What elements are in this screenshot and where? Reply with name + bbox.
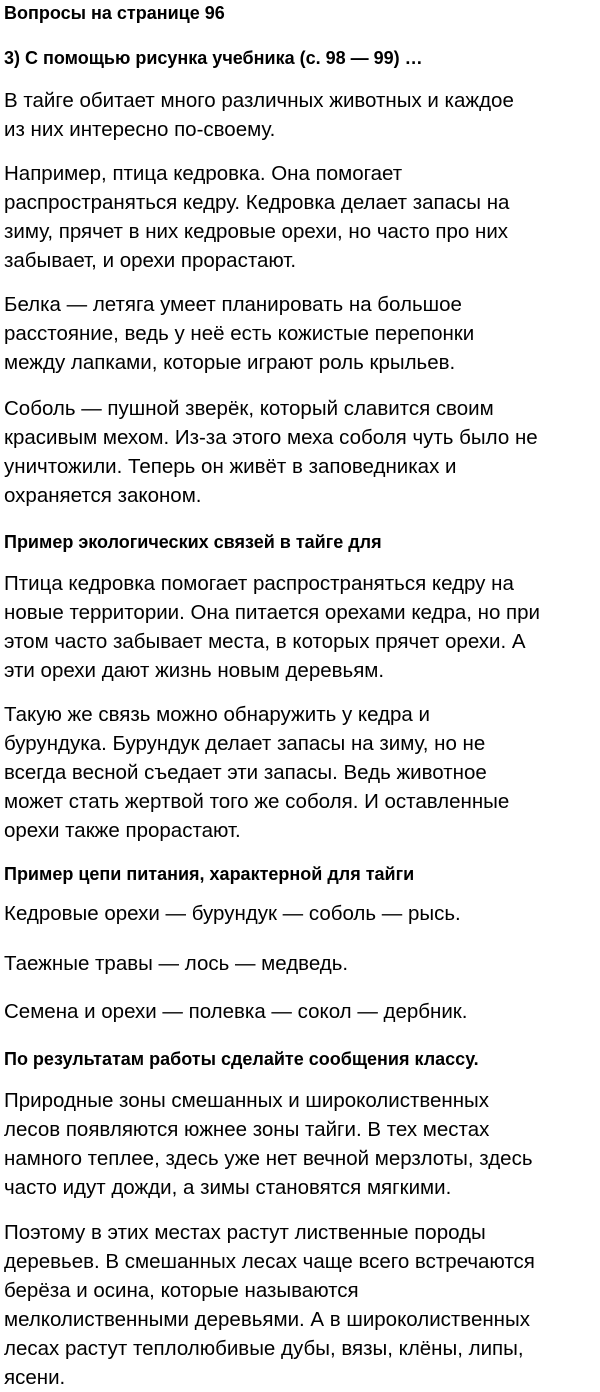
food-chain-2: Таежные травы — лось — медведь. (4, 952, 349, 975)
paragraph-line: этом часто забывает места, в которых прячет орехи. А (4, 630, 526, 653)
paragraph-line: красивым мехом. Из-за этого меха соболя чуть было не (4, 426, 538, 449)
paragraph-line: Белка — летяга умеет планировать на большое (4, 293, 462, 316)
paragraph-line: лесов появляются южнее зоны тайги. В тех местах (4, 1118, 490, 1141)
food-chain-1: Кедровые орехи — бурундук — соболь — рысь. (4, 902, 461, 925)
paragraph-line: орехи также прорастают. (4, 819, 241, 842)
paragraph-line: Природные зоны смешанных и широколиственных (4, 1089, 490, 1112)
paragraph-line: Например, птица кедровка. Она помогает (4, 162, 403, 185)
paragraph-line: может стать жертвой того же соболя. И оставленные (4, 790, 510, 813)
food-chain-heading: Пример цепи питания, характерной для тайги (4, 864, 415, 884)
paragraph-2 (4, 159, 509, 275)
paragraph-line: эти орехи дают жизнь новым деревьям. (4, 659, 385, 682)
paragraph-line: ясени. (4, 1366, 66, 1389)
paragraph-line: охраняется законом. (4, 484, 202, 507)
paragraph-line: часто идут дожди, а зимы становятся мягкими. (4, 1176, 452, 1199)
paragraph-5 (4, 569, 540, 685)
paragraph-line: Такую же связь можно обнаружить у кедра и (4, 703, 430, 726)
paragraph-line: из них интересно по-своему. (4, 118, 276, 141)
food-chain-3: Семена и орехи — полевка — сокол — дербник. (4, 1000, 468, 1023)
paragraph-line: уничтожили. Теперь он живёт в заповедниках и (4, 455, 457, 478)
paragraph-line: между лапками, которые играют роль крыльев. (4, 351, 456, 374)
paragraph-line: новые территории. Она питается орехами кедра, но при (4, 601, 541, 624)
paragraph-3 (4, 290, 474, 377)
paragraph-1 (4, 86, 514, 144)
task-3-heading: 3) С помощью рисунка учебника (с. 98 — 99) … (4, 48, 423, 68)
ecology-heading: Пример экологических связей в тайге для (4, 532, 382, 552)
paragraph-line: зиму, прячет в них кедровые орехи, но часто про них (4, 220, 509, 243)
page-heading: Вопросы на странице 96 (4, 3, 225, 23)
paragraph-line: распространяться кедру. Кедровка делает запасы на (4, 191, 510, 214)
paragraph-line: Поэтому в этих местах растут лиственные породы (4, 1221, 486, 1244)
paragraph-line: Птица кедровка помогает распространяться кедру на (4, 572, 514, 595)
results-heading: По результатам работы сделайте сообщения классу. (4, 1049, 479, 1069)
paragraph-4 (4, 394, 538, 510)
paragraph-line: мелколиственными деревьями. А в широколиственных (4, 1308, 530, 1331)
paragraph-line: забывает, и орехи прорастают. (4, 249, 297, 272)
paragraph-line: деревьев. В смешанных лесах чаще всего встречаются (4, 1250, 535, 1273)
paragraph-7 (4, 1086, 533, 1202)
paragraph-6 (4, 700, 509, 845)
paragraph-line: намного теплее, здесь уже нет вечной мерзлоты, здесь (4, 1147, 533, 1170)
paragraph-line: берёза и осина, которые называются (4, 1279, 359, 1302)
paragraph-line: бурундука. Бурундук делает запасы на зиму, но не (4, 732, 486, 755)
paragraph-line: лесах растут теплолюбивые дубы, вязы, клёны, липы, (4, 1337, 524, 1360)
paragraph-line: всегда весной съедает эти запасы. Ведь животное (4, 761, 487, 784)
paragraph-line: В тайге обитает много различных животных и каждое (4, 89, 514, 112)
paragraph-line: расстояние, ведь у неё есть кожистые перепонки (4, 322, 475, 345)
paragraph-8 (4, 1218, 535, 1392)
paragraph-line: Соболь — пушной зверёк, который славится своим (4, 397, 494, 420)
